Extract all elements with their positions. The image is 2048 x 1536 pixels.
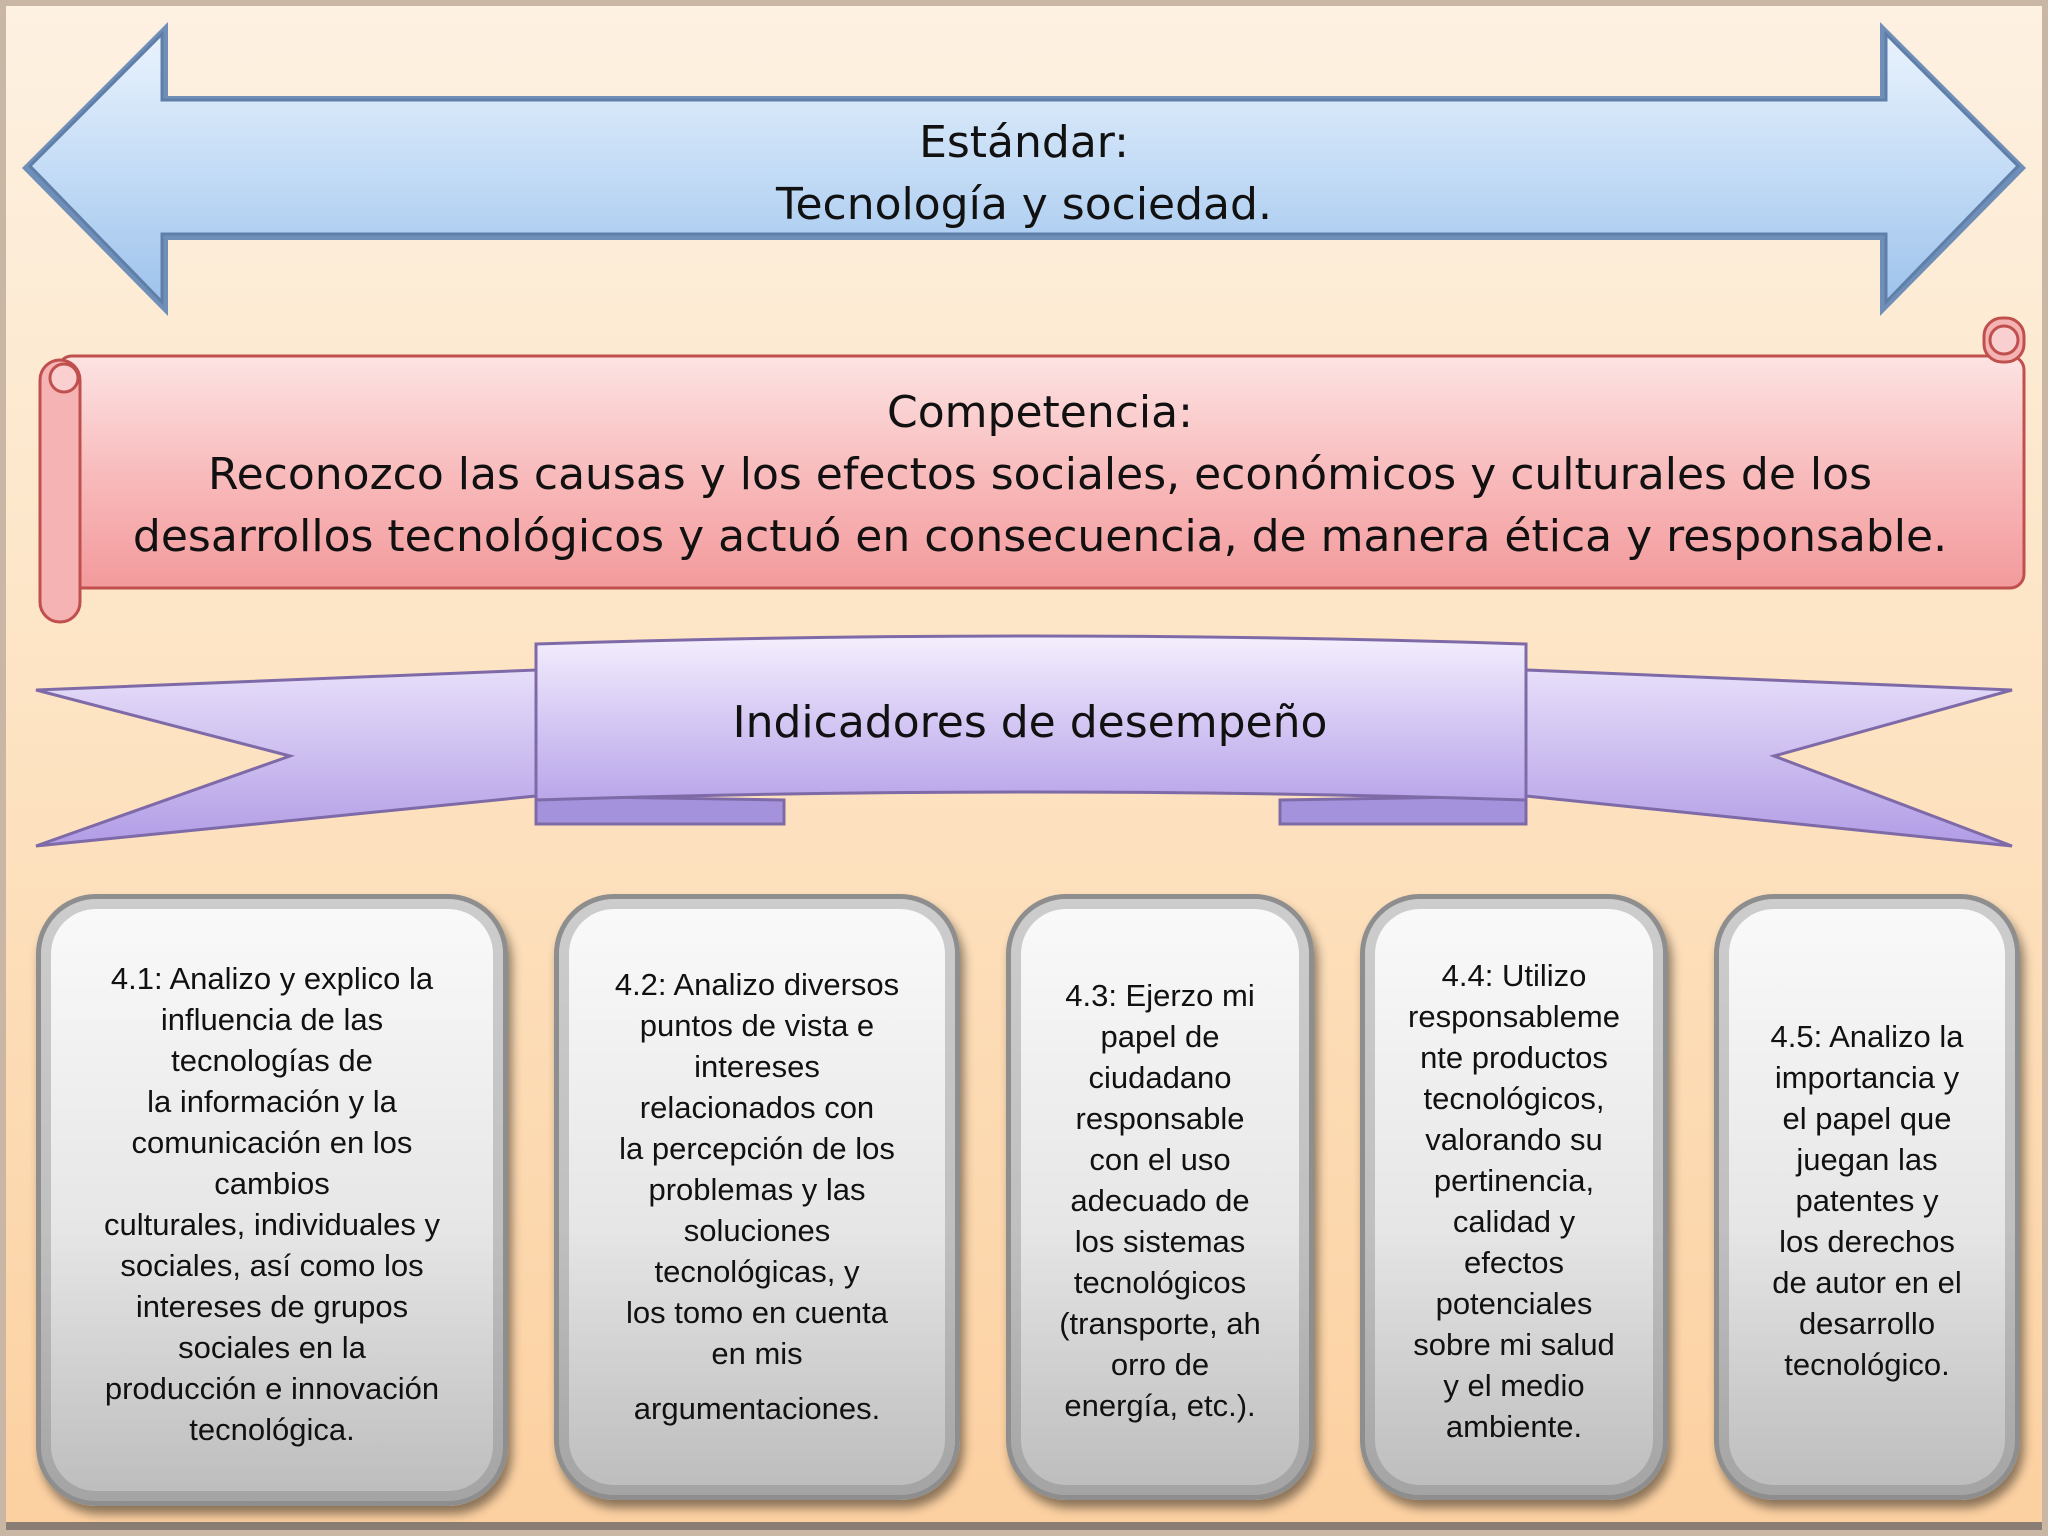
card-line: sobre mi salud: [1413, 1327, 1615, 1362]
card-line: efectos: [1464, 1245, 1564, 1280]
card-line: orro de: [1110, 1347, 1210, 1382]
card-line: relacionados con: [639, 1090, 875, 1125]
card-line: ciudadano: [1088, 1060, 1232, 1095]
card-line: ambiente.: [1445, 1409, 1583, 1444]
card-line: importancia y: [1774, 1060, 1960, 1095]
card-line: energía, etc.).: [1064, 1388, 1256, 1423]
card-line: papel de: [1100, 1019, 1220, 1054]
card-line: problemas y las: [648, 1172, 866, 1207]
card-line: producción e innovación: [104, 1371, 440, 1406]
indicator-card-4-1-text: [36, 958, 508, 1450]
card-line: tecnologías de: [171, 1043, 373, 1078]
card-line: 4.5: Analizo la: [1770, 1019, 1964, 1054]
competencia-line: Reconozco las causas y los efectos sociales, económicos y culturales de los: [208, 449, 1872, 500]
indicator-card-4-2-text: [554, 964, 960, 1429]
card-line: potenciales: [1435, 1286, 1593, 1321]
card-line: en mis: [711, 1336, 803, 1371]
indicator-card-4-4-text: [1360, 955, 1668, 1447]
competencia-line: desarrollos tecnológicos y actuó en consecuencia, de manera ética y responsable.: [132, 511, 1948, 562]
card-line: argumentaciones.: [633, 1391, 881, 1426]
card-line: 4.3: Ejerzo mi: [1065, 978, 1255, 1013]
card-line: pertinencia,: [1433, 1163, 1595, 1198]
indicadores-label: Indicadores de desempeño: [732, 697, 1328, 748]
card-line: con el uso: [1089, 1142, 1231, 1177]
card-line: 4.1: Analizo y explico la: [110, 961, 434, 996]
card-line: comunicación en los: [131, 1125, 413, 1160]
card-line: la información y la: [147, 1084, 397, 1119]
card-line: los derechos: [1779, 1224, 1955, 1259]
card-line: soluciones: [683, 1213, 831, 1248]
card-line: valorando su: [1425, 1122, 1603, 1157]
card-line: puntos de vista e: [639, 1008, 875, 1043]
card-line: cambios: [214, 1166, 330, 1201]
card-line: patentes y: [1795, 1183, 1939, 1218]
card-line: tecnológica.: [189, 1412, 355, 1447]
card-line: tecnológicos,: [1423, 1081, 1605, 1116]
card-line: responsable: [1075, 1101, 1245, 1136]
estandar-title: Tecnología y sociedad.: [776, 179, 1272, 230]
estandar-text: [400, 112, 1648, 236]
estandar-label: Estándar:: [919, 117, 1129, 168]
card-line: de autor en el: [1772, 1265, 1962, 1300]
card-line: la percepción de los: [619, 1131, 895, 1166]
card-line: calidad y: [1452, 1204, 1576, 1239]
indicator-card-4-3-text: [1006, 975, 1314, 1426]
card-line: culturales, individuales y: [103, 1207, 440, 1242]
card-line: los sistemas: [1074, 1224, 1246, 1259]
card-line: juegan las: [1796, 1142, 1938, 1177]
card-line: responsableme: [1408, 999, 1620, 1034]
card-line: tecnológico.: [1784, 1347, 1950, 1382]
card-line: intereses de grupos: [135, 1289, 409, 1324]
card-line: sociales en la: [178, 1330, 366, 1365]
card-line: y el medio: [1443, 1368, 1585, 1403]
card-line: influencia de las: [160, 1002, 384, 1037]
card-line: el papel que: [1782, 1101, 1952, 1136]
card-line: sociales, así como los: [120, 1248, 424, 1283]
card-line: (transporte, ah: [1059, 1306, 1261, 1341]
card-line: adecuado de: [1070, 1183, 1250, 1218]
competencia-text: [120, 382, 1960, 568]
card-line: desarrollo: [1798, 1306, 1936, 1341]
competencia-label: Competencia:: [887, 387, 1193, 438]
indicator-card-4-5-text: [1714, 1016, 2020, 1385]
card-line: 4.4: Utilizo: [1441, 958, 1587, 993]
card-line: tecnológicas, y: [654, 1254, 860, 1289]
indicadores-title: [540, 692, 1520, 754]
card-line: 4.2: Analizo diversos: [614, 967, 900, 1002]
card-line: nte productos: [1420, 1040, 1608, 1075]
card-line: los tomo en cuenta: [626, 1295, 888, 1330]
card-line: tecnológicos: [1073, 1265, 1247, 1300]
card-line: intereses: [694, 1049, 820, 1084]
